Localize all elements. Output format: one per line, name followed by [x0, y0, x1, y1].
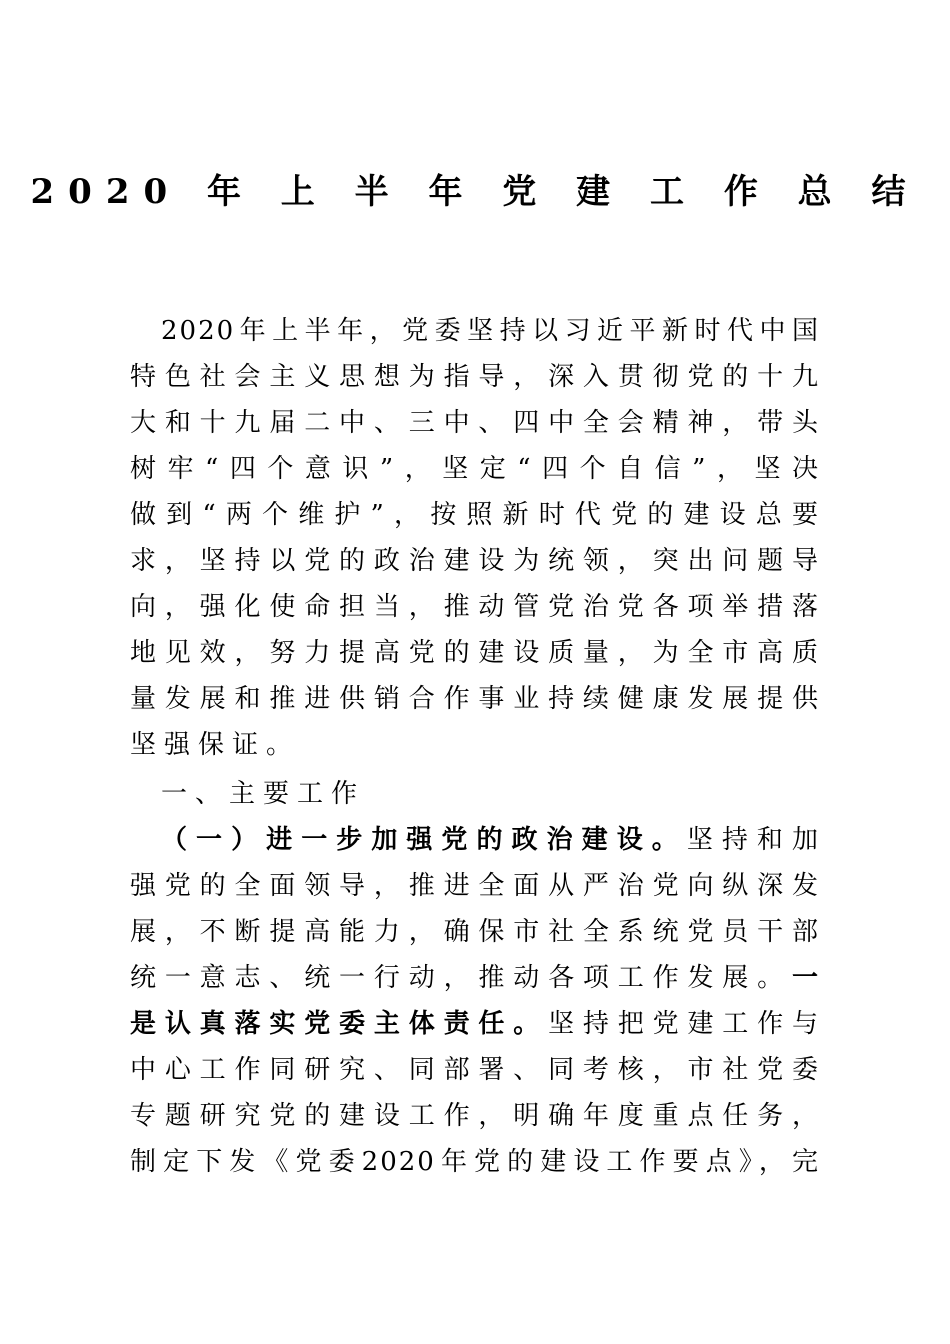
paragraph-text: 坚持和加	[686, 825, 820, 855]
paragraph-line	[130, 1001, 820, 1047]
subsection-heading: （一）进一步加强党的政治建设。	[161, 825, 687, 855]
paragraph-line: 向，强化使命担当，推动管党治党各项举措落	[130, 592, 820, 622]
paragraph-line: 2020年上半年，党委坚持以习近平新时代中国	[161, 316, 820, 346]
paragraph-line	[130, 955, 820, 1001]
document-title: 2020 年 上 半 年 党 建 工 作 总 结	[30, 172, 920, 212]
paragraph-line: 专题研究党的建设工作，明确年度重点任务，	[130, 1101, 820, 1131]
paragraph-line: 制定下发《党委2020年党的建设工作要点》，完	[130, 1147, 820, 1177]
paragraph-line: 强党的全面领导，推进全面从严治党向纵深发	[130, 871, 820, 901]
paragraph-line: 地见效，努力提高党的建设质量，为全市高质	[130, 638, 820, 668]
paragraph-line: 求，坚持以党的政治建设为统领，突出问题导	[130, 546, 820, 576]
paragraph-text: 统一意志、统一行动，推动各项工作发展。	[130, 963, 792, 993]
paragraph-line: 树牢“四个意识”，坚定“四个自信”，坚决	[130, 454, 820, 484]
paragraph-line: 做到“两个维护”，按照新时代党的建设总要	[130, 500, 820, 530]
paragraph-line: 展，不断提高能力，确保市社全系统党员干部	[130, 917, 820, 947]
paragraph-text: 坚持把党建工作与	[548, 1009, 820, 1039]
paragraph-line: 中心工作同研究、同部署、同考核，市社党委	[130, 1055, 820, 1085]
paragraph-line	[161, 817, 820, 863]
emphasis-text: 一	[791, 963, 820, 993]
section-heading: 一、主要工作	[161, 779, 366, 809]
paragraph-line: 大和十九届二中、三中、四中全会精神，带头	[130, 408, 820, 438]
emphasis-text: 是认真落实党委主体责任。	[130, 1009, 549, 1039]
paragraph-line: 量发展和推进供销合作事业持续健康发展提供	[130, 684, 820, 714]
paragraph-line: 坚强保证。	[130, 730, 301, 760]
paragraph-line: 特色社会主义思想为指导，深入贯彻党的十九	[130, 362, 820, 392]
